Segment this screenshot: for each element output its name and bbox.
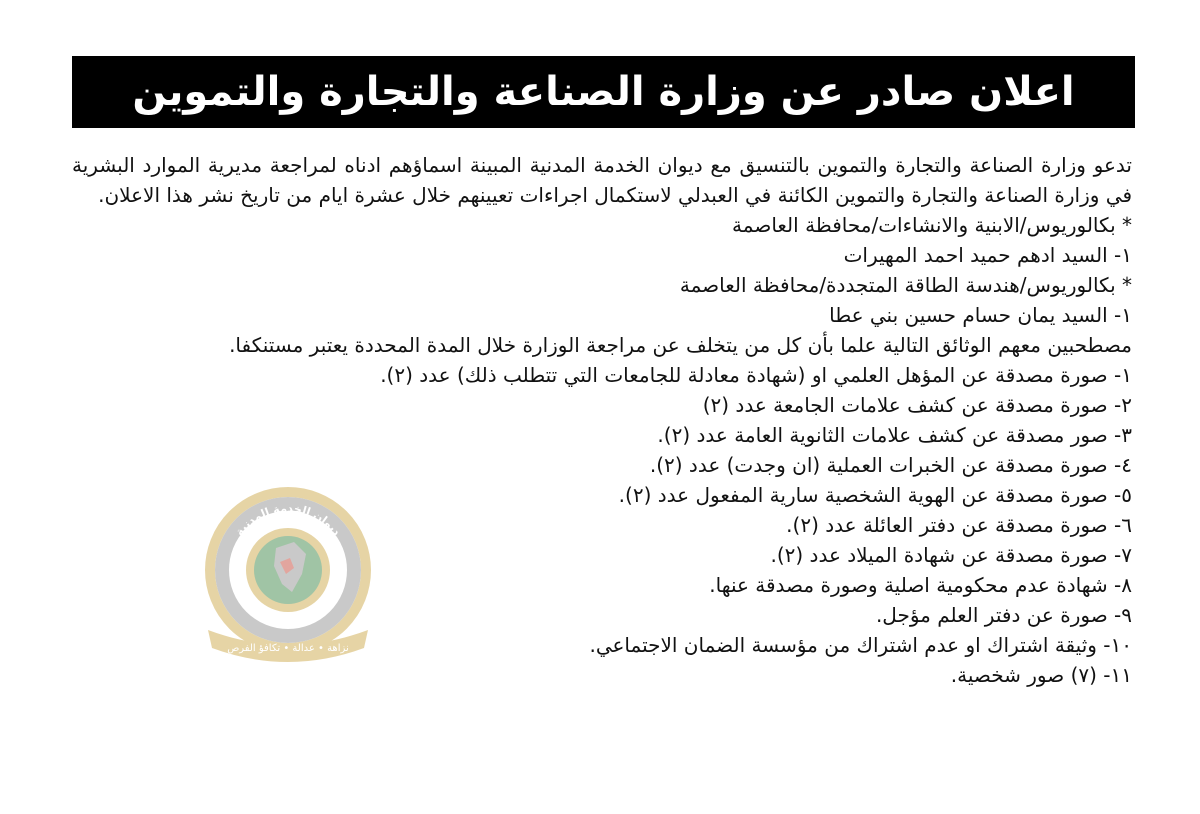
document-item: ١- صورة مصدقة عن المؤهل العلمي او (شهادة معادلة للجامعات التي تتطلب ذلك) عدد (٢). bbox=[380, 363, 1132, 387]
document-item: ١١- (٧) صور شخصية. bbox=[950, 663, 1132, 687]
category-heading: * بكالوريوس/الابنية والانشاءات/محافظة العاصمة bbox=[732, 213, 1132, 237]
seal-arabic-name: ديوان الخدمة المدنية bbox=[232, 501, 344, 539]
announcement-title-bar bbox=[72, 56, 1135, 128]
document-item: ٤- صورة مصدقة عن الخبرات العملية (ان وجدت) عدد (٢). bbox=[649, 453, 1132, 477]
document-item: ٣- صور مصدقة عن كشف علامات الثانوية العامة عدد (٢). bbox=[657, 423, 1132, 447]
documents-intro: مصطحبين معهم الوثائق التالية علما بأن كل من يتخلف عن مراجعة الوزارة خلال المدة المحددة يعتبر مستنكفا. bbox=[229, 333, 1132, 357]
document-item: ٢- صورة مصدقة عن كشف علامات الجامعة عدد (٢) bbox=[702, 393, 1132, 417]
document-item: ٩- صورة عن دفتر العلم مؤجل. bbox=[875, 603, 1132, 627]
candidate-name: ١- السيد يمان حسام حسين بني عطا bbox=[829, 303, 1132, 327]
document-item: ٦- صورة مصدقة عن دفتر العائلة عدد (٢). bbox=[786, 513, 1132, 537]
seal-english-name: CIVIL SERVICE BUREAU bbox=[237, 584, 339, 622]
document-item: ١٠- وثيقة اشتراك او عدم اشتراك من مؤسسة الضمان الاجتماعي. bbox=[589, 633, 1132, 657]
document-item: ٧- صورة مصدقة عن شهادة الميلاد عدد (٢). bbox=[770, 543, 1132, 567]
seal-motto: نزاهة • عدالة • تكافؤ الفرص bbox=[227, 643, 349, 654]
intro-paragraph: تدعو وزارة الصناعة والتجارة والتموين بالتنسيق مع ديوان الخدمة المدنية المبينة اسماؤهم ادناه لمراجعة مديرية الموارد البشرية في وزارة الصناعة والتجارة والتموين الكائنة في العبدلي لاستكمال اجراءات تعيينهم خلال عشرة ايام من تاريخ نشر هذا الاعلان. bbox=[72, 153, 1132, 207]
candidate-name: ١- السيد ادهم حميد احمد المهيرات bbox=[843, 243, 1132, 267]
category-heading: * بكالوريوس/هندسة الطاقة المتجددة/محافظة العاصمة bbox=[679, 273, 1132, 297]
document-item: ٨- شهادة عدم محكومية اصلية وصورة مصدقة عنها. bbox=[709, 573, 1132, 597]
announcement-title: اعلان صادر عن وزارة الصناعة والتجارة والتموين bbox=[132, 69, 1075, 115]
civil-service-bureau-seal bbox=[168, 470, 408, 670]
document-item: ٥- صورة مصدقة عن الهوية الشخصية سارية المفعول عدد (٢). bbox=[618, 483, 1132, 507]
